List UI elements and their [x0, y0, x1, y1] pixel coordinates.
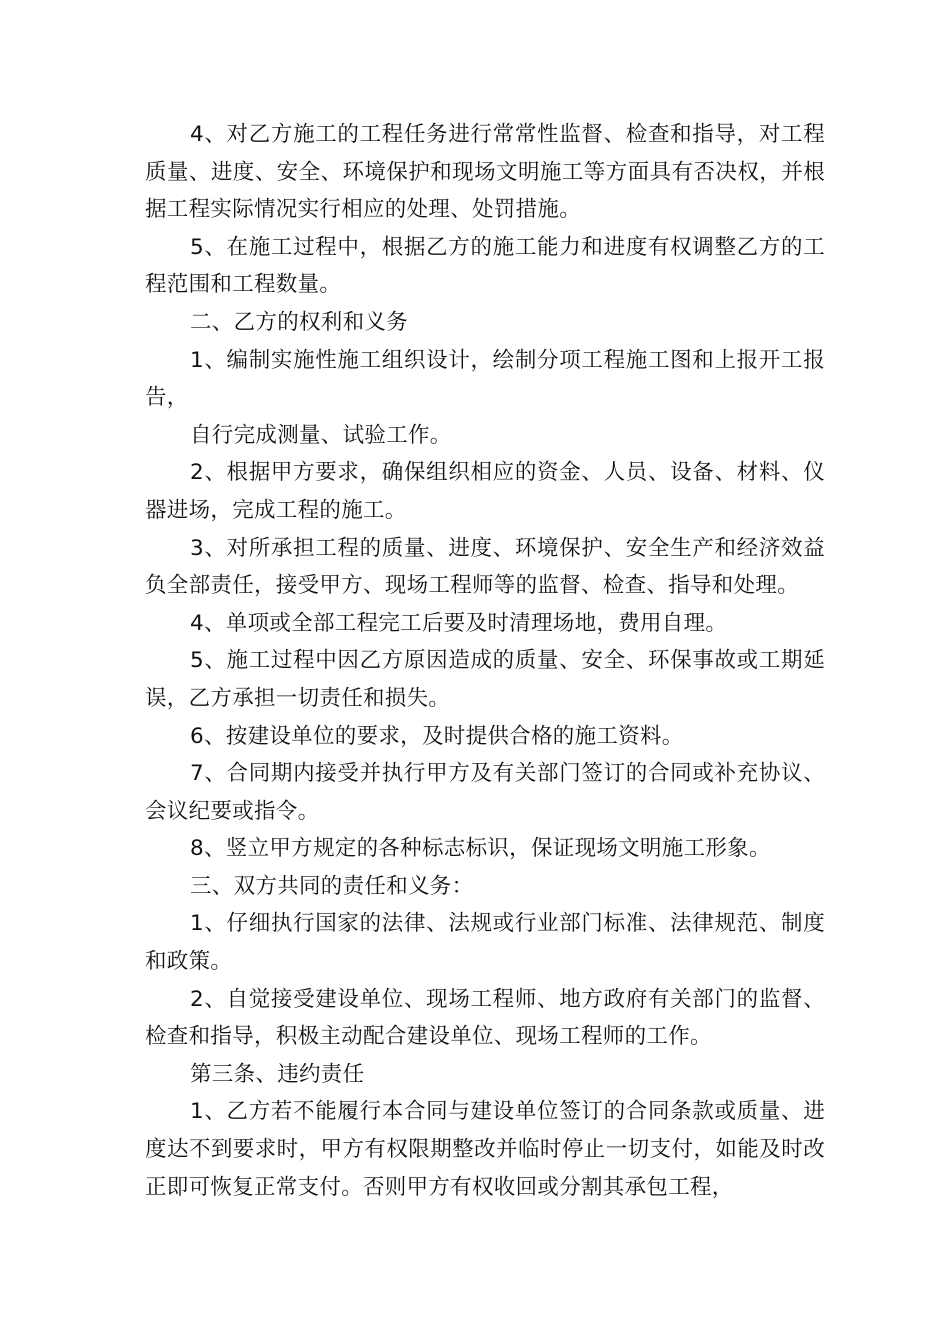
paragraph-joint-item-1: 1、仔细执行国家的法律、法规或行业部门标准、法律规范、制度和政策。 [145, 911, 825, 975]
paragraph-party-b-item-1-cont: 自行完成测量、试验工作。 [190, 422, 452, 448]
paragraph-party-b-item-2: 2、根据甲方要求，确保组织相应的资金、人员、设备、材料、仪器进场，完成工程的施工。 [145, 460, 825, 523]
paragraph-party-b-item-5: 5、施工过程中因乙方原因造成的质量、安全、环保事故或工期延误，乙方承担一切责任和损失。 [145, 648, 825, 711]
paragraph-party-b-item-1: 1、编制实施性施工组织设计，绘制分项工程施工图和上报开工报告， [145, 347, 825, 411]
paragraph-party-a-item-4: 4、对乙方施工的工程任务进行常常性监督、检查和指导，对工程质量、进度、安全、环境保护和现场文明施工等方面具有否决权，并根据工程实际情况实行相应的处理、处罚措施。 [145, 122, 825, 223]
paragraph-party-b-item-6: 6、按建设单位的要求，及时提供合格的施工资料。 [190, 723, 684, 749]
paragraph-joint-item-2: 2、自觉接受建设单位、现场工程师、地方政府有关部门的监督、检查和指导，积极主动配合建设单位、现场工程师的工作。 [145, 986, 825, 1050]
section-heading-joint-duties: 三、双方共同的责任和义务： [190, 873, 474, 899]
section-heading-party-b: 二、乙方的权利和义务 [190, 309, 409, 335]
section-heading-article-3: 第三条、违约责任 [190, 1061, 365, 1087]
paragraph-party-b-item-8: 8、竖立甲方规定的各种标志标识，保证现场文明施工形象。 [190, 836, 771, 862]
paragraph-party-a-item-5: 5、在施工过程中，根据乙方的施工能力和进度有权调整乙方的工程范围和工程数量。 [145, 234, 825, 298]
paragraph-party-b-item-7: 7、合同期内接受并执行甲方及有关部门签订的合同或补充协议、会议纪要或指令。 [145, 761, 825, 824]
paragraph-party-b-item-3: 3、对所承担工程的质量、进度、环境保护、安全生产和经济效益负全部责任，接受甲方、现场工程师等的监督、检查、指导和处理。 [145, 535, 825, 599]
paragraph-breach-item-1: 1、乙方若不能履行本合同与建设单位签订的合同条款或质量、进度达不到要求时，甲方有权限期整改并临时停止一切支付，如能及时改正即可恢复正常支付。否则甲方有权收回或分割其承包工程， [145, 1099, 825, 1200]
paragraph-party-b-item-4: 4、单项或全部工程完工后要及时清理场地，费用自理。 [190, 610, 728, 636]
document-body [145, 116, 825, 1206]
